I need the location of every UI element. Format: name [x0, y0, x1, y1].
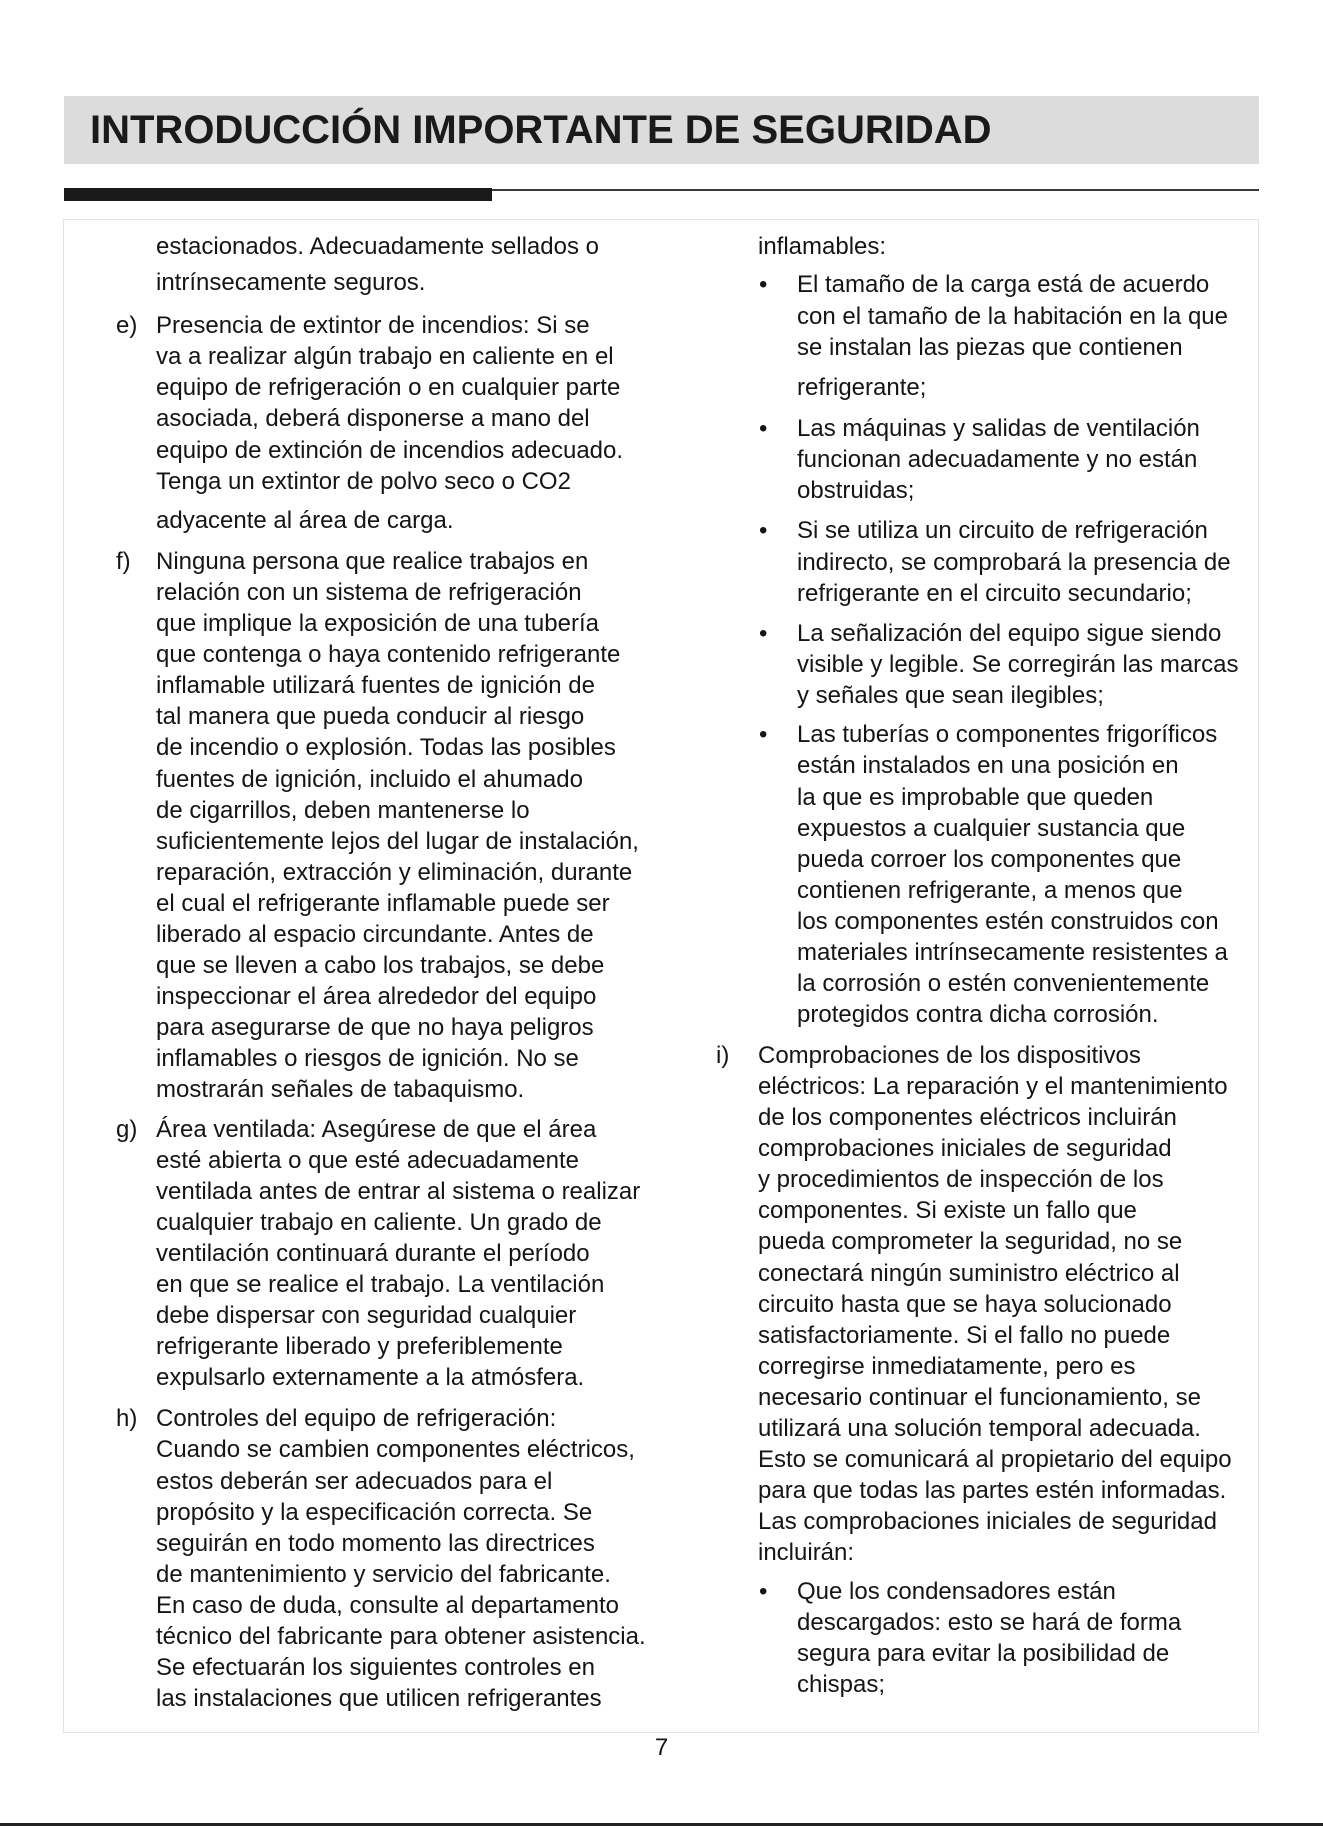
text-line: equipo de extinción de incendios adecuado. [156, 436, 624, 464]
text-line: en que se realice el trabajo. La ventilación [156, 1271, 605, 1298]
text-line: visible y legible. Se corregirán las marcas [797, 651, 1239, 679]
text-line: Controles del equipo de refrigeración: [156, 1405, 557, 1433]
text-line: refrigerante liberado y preferiblemente [156, 1333, 563, 1361]
text-line: Si se utiliza un circuito de refrigeración [797, 517, 1208, 545]
list-item-f [116, 546, 701, 1106]
bullet-marker: • [759, 271, 768, 299]
text-line: obstruidas; [797, 477, 915, 505]
text-line: Presencia de extintor de incendios: Si se [156, 312, 590, 340]
page-title: INTRODUCCIÓN IMPORTANTE DE SEGURIDAD [90, 108, 992, 152]
text-line: mostrarán señales de tabaquismo. [156, 1076, 525, 1104]
bullet-marker: • [759, 1578, 768, 1605]
item-label: f) [116, 547, 131, 575]
text-line: Ninguna persona que realice trabajos en [156, 547, 589, 575]
bullet-marker: • [759, 620, 768, 647]
text-line: adyacente al área de carga. [156, 506, 454, 534]
text-line: cualquier trabajo en caliente. Un grado de [156, 1208, 602, 1236]
text-line: Esto se comunicará al propietario del equipo [758, 1446, 1232, 1474]
bullet-marker: • [759, 517, 768, 545]
text-line: las instalaciones que utilicen refrigerantes [156, 1685, 602, 1713]
text-line: para asegurarse de que no haya peligros [156, 1014, 594, 1042]
bullet-item [758, 719, 1254, 1030]
text-line: descargados: esto se hará de forma [797, 1609, 1182, 1637]
section-header-bar [64, 96, 1259, 164]
bullet-text [797, 269, 1254, 403]
item-text [758, 1040, 1254, 1569]
item-label: i) [716, 1041, 730, 1069]
item-text [156, 310, 701, 536]
text-line: esté abierta o que esté adecuadamente [156, 1146, 579, 1174]
text-line: y procedimientos de inspección de los [758, 1166, 1164, 1194]
text-line: los componentes estén construidos con [797, 907, 1219, 935]
text-line: con el tamaño de la habitación en la que [797, 302, 1228, 330]
text-line: La señalización del equipo sigue siendo [797, 620, 1222, 647]
text-line: Que los condensadores están [797, 1578, 1116, 1605]
text-line: se instalan las piezas que contienen [797, 333, 1183, 361]
text-line: Se efectuarán los siguientes controles en [156, 1654, 595, 1682]
text-line: va a realizar algún trabajo en caliente en el [156, 343, 614, 371]
item-label: h) [116, 1405, 138, 1433]
text-line: de mantenimiento y servicio del fabricante. [156, 1560, 611, 1588]
text-line: Tenga un extintor de polvo seco o CO2 [156, 467, 571, 495]
bullet-item [758, 618, 1254, 711]
text-line: inflamables o riesgos de ignición. No se [156, 1045, 579, 1073]
item-label: g) [116, 1115, 138, 1143]
text-line: estacionados. Adecuadamente sellados o [156, 233, 599, 260]
text-line: tal manera que pueda conducir al riesgo [156, 703, 585, 731]
text-line: estos deberán ser adecuados para el [156, 1467, 553, 1495]
text-line: eléctricos: La reparación y el mantenimiento [758, 1073, 1228, 1100]
text-line: circuito hasta que se haya solucionado [758, 1290, 1172, 1318]
text-line: de incendio o explosión. Todas las posibles [156, 734, 616, 762]
text-line: equipo de refrigeración o en cualquier parte [156, 374, 621, 402]
bullet-marker: • [759, 721, 768, 749]
bullet-text [797, 618, 1254, 711]
bullet-item [758, 1576, 1254, 1700]
text-line: Las comprobaciones iniciales de seguridad [758, 1508, 1217, 1536]
text-line: la corrosión o estén convenientemente [797, 970, 1210, 998]
text-line: para que todas las partes estén informadas. [758, 1477, 1227, 1505]
page-number: 7 [654, 1734, 669, 1761]
bottom-edge-line [0, 1823, 1323, 1826]
bullet-text [797, 413, 1254, 506]
item-text [156, 1403, 701, 1714]
text-line: protegidos contra dicha corrosión. [797, 1001, 1159, 1029]
left-column [116, 231, 701, 1714]
text-line: Área ventilada: Asegúrese de que el área [156, 1115, 597, 1143]
list-item-h [116, 1403, 701, 1714]
text-line: contienen refrigerante, a menos que [797, 876, 1183, 904]
text-line: refrigerante en el circuito secundario; [797, 579, 1192, 607]
continued-paragraph [758, 231, 1254, 262]
text-line: que implique la exposición de una tubería [156, 610, 599, 638]
text-line: refrigerante; [797, 374, 927, 402]
text-line: expuestos a cualquier sustancia que [797, 814, 1186, 842]
bullet-text [797, 719, 1254, 1030]
text-line: ventilada antes de entrar al sistema o realizar [156, 1177, 641, 1205]
text-line: propósito y la especificación correcta. Se [156, 1498, 593, 1526]
text-line: la que es improbable que queden [797, 783, 1154, 811]
bullet-item [758, 269, 1254, 403]
right-column [716, 231, 1254, 1700]
text-line: fuentes de ignición, incluido el ahumado [156, 765, 583, 793]
header-accent-bar [64, 188, 492, 201]
item-text [156, 546, 701, 1106]
text-line: de cigarrillos, deben mantenerse lo [156, 796, 530, 824]
text-line: asociada, deberá disponerse a mano del [156, 405, 590, 433]
bullet-marker: • [759, 414, 768, 442]
list-item-e [116, 310, 701, 536]
text-line: Cuando se cambien componentes eléctricos, [156, 1436, 635, 1464]
text-line: pueda corroer los componentes que [797, 845, 1182, 873]
text-line: Las tuberías o componentes frigoríficos [797, 721, 1218, 749]
text-line: componentes. Si existe un fallo que [758, 1197, 1137, 1225]
text-line: incluirán: [758, 1539, 855, 1567]
text-line: Las máquinas y salidas de ventilación [797, 414, 1200, 442]
text-line: ventilación continuará durante el período [156, 1239, 590, 1267]
bullet-item [758, 413, 1254, 506]
list-item-g [116, 1114, 701, 1394]
item-text [156, 1114, 701, 1394]
text-line: de los componentes eléctricos incluirán [758, 1104, 1177, 1132]
text-line: En caso de duda, consulte al departamento [156, 1591, 619, 1619]
text-line: están instalados en una posición en [797, 752, 1179, 780]
text-line: que se lleven a cabo los trabajos, se debe [156, 952, 605, 980]
text-line: conectará ningún suministro eléctrico al [758, 1259, 1180, 1287]
text-line: materiales intrínsecamente resistentes a [797, 939, 1228, 967]
text-line: utilizará una solución temporal adecuada. [758, 1415, 1201, 1443]
text-line: Comprobaciones de los dispositivos [758, 1041, 1141, 1069]
text-line: necesario continuar el funcionamiento, se [758, 1383, 1201, 1411]
content-frame [63, 219, 1259, 1733]
text-line: inspeccionar el área alrededor del equipo [156, 983, 597, 1011]
text-line: suficientemente lejos del lugar de instalación, [156, 827, 639, 855]
text-line: debe dispersar con seguridad cualquier [156, 1302, 577, 1330]
text-line: El tamaño de la carga está de acuerdo [797, 271, 1210, 299]
text-line: liberado al espacio circundante. Antes de [156, 920, 594, 948]
text-line: corregirse inmediatamente, pero es [758, 1352, 1136, 1380]
text-line: funcionan adecuadamente y no están [797, 445, 1198, 473]
text-line: relación con un sistema de refrigeración [156, 578, 582, 606]
text-line: inflamable utilizará fuentes de ignición de [156, 672, 595, 700]
list-item-i [716, 1040, 1254, 1700]
text-line: seguirán en todo momento las directrices [156, 1529, 595, 1557]
text-line: pueda comprometer la seguridad, no se [758, 1228, 1183, 1256]
text-line: que contenga o haya contenido refrigerante [156, 641, 621, 669]
text-line: el cual el refrigerante inflamable puede ser [156, 889, 610, 917]
bullet-item [758, 515, 1254, 608]
text-line: chispas; [797, 1671, 886, 1699]
bullet-text [797, 1576, 1254, 1700]
text-line: reparación, extracción y eliminación, durante [156, 858, 633, 886]
text-line: inflamables: [758, 233, 887, 260]
text-line: segura para evitar la posibilidad de [797, 1640, 1170, 1668]
text-line: indirecto, se comprobará la presencia de [797, 548, 1231, 576]
text-line: intrínsecamente seguros. [156, 269, 426, 297]
text-line: expulsarlo externamente a la atmósfera. [156, 1364, 585, 1392]
continued-paragraph [156, 231, 701, 298]
text-line: y señales que sean ilegibles; [797, 682, 1104, 710]
bullet-text [797, 515, 1254, 608]
text-line: comprobaciones iniciales de seguridad [758, 1135, 1172, 1163]
item-label: e) [116, 312, 138, 340]
text-line: técnico del fabricante para obtener asistencia. [156, 1623, 646, 1651]
text-line: satisfactoriamente. Si el fallo no puede [758, 1321, 1171, 1349]
